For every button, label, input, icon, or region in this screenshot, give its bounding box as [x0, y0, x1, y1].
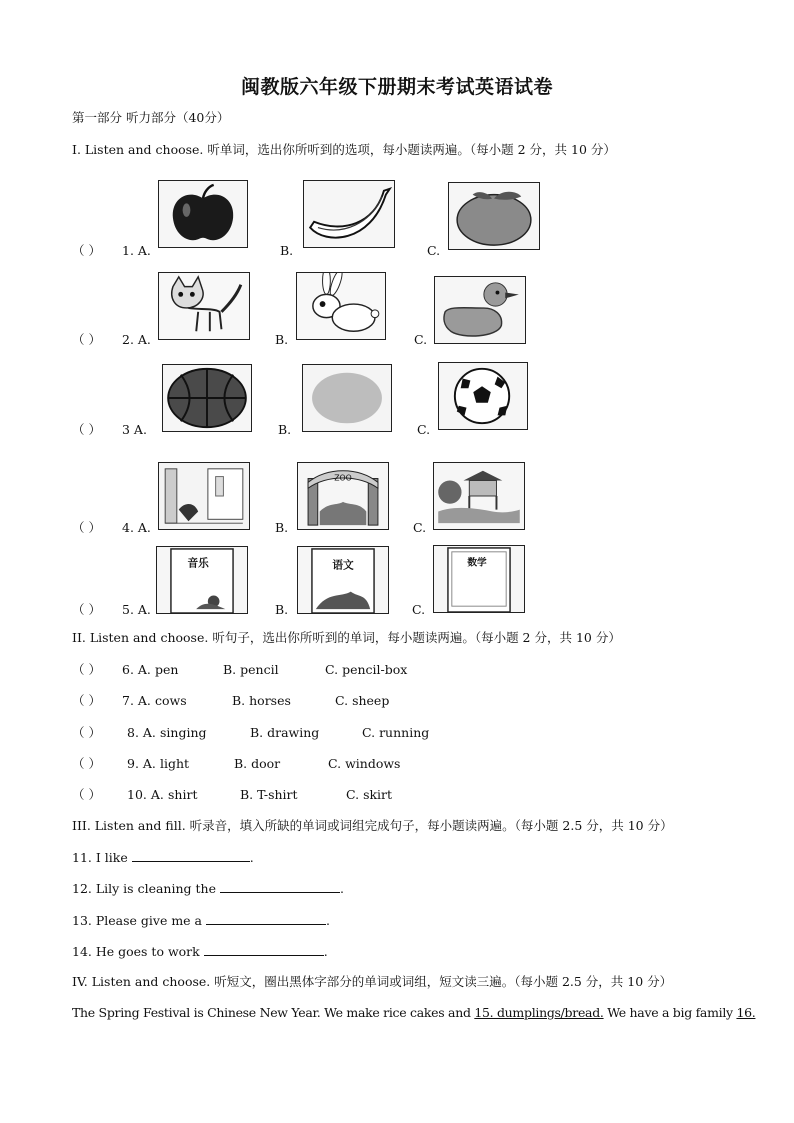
answer-bracket[interactable]: （ ） — [72, 422, 101, 437]
question-number: 7. A. — [122, 693, 151, 708]
option-b: B. drawing — [250, 725, 320, 740]
rabbit-icon — [296, 272, 386, 340]
option-c-label: C. — [427, 243, 441, 258]
answer-bracket[interactable]: （ ） — [72, 725, 101, 740]
book-label-math: 数学 — [467, 557, 487, 569]
option-a: singing — [160, 725, 207, 740]
music-book-icon — [156, 546, 248, 614]
question-number: 10. A. — [127, 787, 164, 802]
option-a: cows — [155, 693, 187, 708]
option-b: B. pencil — [223, 662, 279, 677]
answer-bracket[interactable]: （ ） — [72, 693, 101, 708]
option-c: C. windows — [328, 756, 401, 771]
fill-blank[interactable] — [132, 849, 250, 862]
choice-15[interactable]: 15. dumplings/bread. — [474, 1005, 604, 1020]
option-c: C. pencil-box — [325, 662, 408, 677]
answer-bracket[interactable]: （ ） — [72, 787, 101, 802]
banana-icon — [303, 180, 395, 248]
question-number: 1. A. — [122, 243, 151, 258]
option-c: C. sheep — [335, 693, 390, 708]
passage — [72, 1005, 755, 1021]
section-1-heading: I. Listen and choose. 听单词，选出你所听到的选项，每小题读两遍。（每小题 2 分，共 10 分） — [72, 142, 616, 157]
answer-bracket[interactable]: （ ） — [72, 332, 101, 347]
fill-question — [72, 943, 328, 960]
egg-icon — [302, 364, 392, 432]
answer-bracket[interactable]: （ ） — [72, 662, 101, 677]
answer-bracket[interactable]: （ ） — [72, 756, 101, 771]
option-a: light — [160, 756, 190, 771]
apple-icon — [158, 180, 248, 248]
option-a: shirt — [168, 787, 198, 802]
fill-question — [72, 912, 330, 929]
book-label-music: 音乐 — [187, 556, 209, 570]
answer-bracket[interactable]: （ ） — [72, 243, 101, 258]
fill-question-text: 12. Lily is cleaning the — [72, 881, 216, 896]
fill-blank[interactable] — [206, 912, 326, 925]
zoo-sign: ZOO — [334, 473, 352, 483]
school-icon — [158, 462, 250, 530]
choice-16[interactable]: 16. — [736, 1005, 756, 1020]
question-number: 3 A. — [122, 422, 147, 437]
fill-question-end: . — [326, 913, 330, 928]
option-c-label: C. — [412, 602, 426, 617]
orange-icon — [448, 182, 540, 250]
option-b-label: B. — [275, 332, 289, 347]
fill-question-end: . — [323, 944, 328, 959]
answer-bracket[interactable]: （ ） — [72, 602, 101, 617]
option-b-label: B. — [278, 422, 292, 437]
fill-question — [72, 880, 344, 897]
answer-bracket[interactable]: （ ） — [72, 520, 101, 535]
passage-text-1: The Spring Festival is Chinese New Year. We make rice cakes and — [72, 1005, 475, 1020]
option-c: C. skirt — [346, 787, 393, 802]
option-b-label: B. — [275, 520, 289, 535]
question-number: 8. A. — [127, 725, 156, 740]
option-b: B. door — [234, 756, 281, 771]
fill-question-end: . — [339, 881, 344, 896]
question-number: 9. A. — [127, 756, 156, 771]
option-c: C. running — [362, 725, 430, 740]
fill-question-text: 14. He goes to work — [72, 944, 200, 959]
question-number: 2. A. — [122, 332, 151, 347]
fill-blank[interactable] — [204, 943, 324, 956]
option-c-label: C. — [417, 422, 431, 437]
option-b-label: B. — [280, 243, 294, 258]
fill-question-end: . — [249, 850, 254, 865]
question-number: 5. A. — [122, 602, 151, 617]
fill-question-text: 13. Please give me a — [72, 913, 203, 928]
fill-blank[interactable] — [220, 880, 340, 893]
chinese-book-icon — [297, 546, 389, 614]
basketball-icon — [162, 364, 252, 432]
question-number: 6. A. — [122, 662, 151, 677]
fill-question — [72, 849, 254, 866]
book-label-chinese: 语文 — [332, 558, 354, 572]
option-b: B. T-shirt — [240, 787, 298, 802]
cat-icon — [158, 272, 250, 340]
option-b: B. horses — [232, 693, 291, 708]
section-2-heading: II. Listen and choose. 听句子，选出你所听到的单词，每小题读两遍。（每小题 2 分，共 10 分） — [72, 630, 621, 645]
question-number: 4. A. — [122, 520, 151, 535]
option-c-label: C. — [413, 520, 427, 535]
football-icon — [438, 362, 528, 430]
option-b-label: B. — [275, 602, 289, 617]
section-3-heading: III. Listen and fill. 听录音，填入所缺的单词或词组完成句子，每小题读两遍。（每小题 2.5 分，共 10 分） — [72, 818, 673, 833]
page-title: 闽教版六年级下册期末考试英语试卷 — [240, 76, 553, 98]
option-c-label: C. — [414, 332, 428, 347]
passage-text-2: We have a big family — [603, 1005, 737, 1020]
section-4-heading: IV. Listen and choose. 听短文，圈出黑体字部分的单词或词组，短文读三遍。（每小题 2.5 分，共 10 分） — [72, 974, 673, 989]
math-book-icon — [433, 545, 525, 613]
duck-icon — [434, 276, 526, 344]
option-a: pen — [155, 662, 179, 677]
zoo-gate-icon — [297, 462, 389, 530]
park-icon — [433, 462, 525, 530]
part-heading: 第一部分 听力部分（40分） — [72, 110, 230, 125]
fill-question-text: 11. I like — [72, 850, 128, 865]
